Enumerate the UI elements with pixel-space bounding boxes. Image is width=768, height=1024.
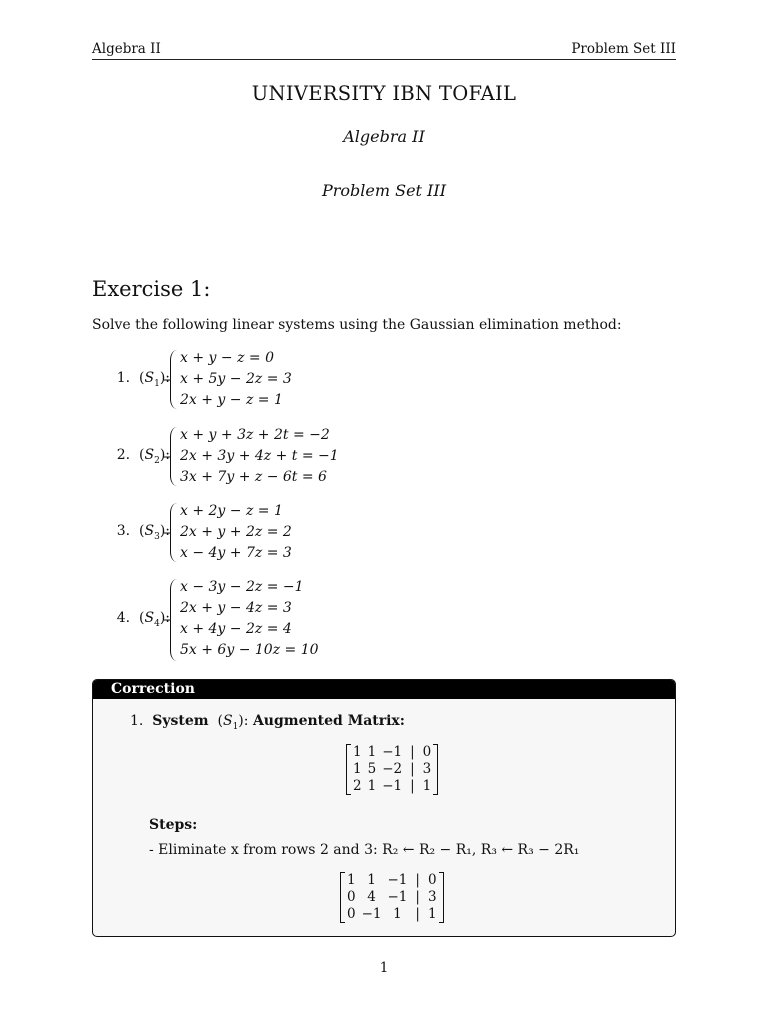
steps-title: Steps: — [149, 817, 198, 833]
equation: 3x + 7y + z − 6t = 6 — [180, 469, 327, 485]
equation: x + 5y − 2z = 3 — [180, 371, 292, 387]
correction-heading: Correction — [93, 680, 675, 699]
equation: x − 4y + 7z = 3 — [180, 545, 292, 561]
system-label: 2. $(S_2)$: — [116, 447, 170, 466]
left-brace — [170, 427, 179, 486]
system-3 — [0, 501, 768, 564]
system-2 — [0, 425, 768, 488]
left-brace — [170, 350, 179, 409]
equation: x + y + 3z + 2t = −2 — [180, 427, 330, 443]
equation: x − 3y − 2z = −1 — [180, 579, 304, 595]
equation: 2x + y + 2z = 2 — [180, 524, 292, 540]
equation: 2x + 3y + 4z + t = −1 — [180, 448, 339, 464]
augmented-matrix-2: 1 1 −1 | 0 0 4 −1 | 3 0 −1 1 | 1 — [340, 872, 444, 923]
left-brace — [170, 503, 179, 562]
system-1 — [0, 348, 768, 411]
equation: x + y − z = 0 — [180, 350, 274, 366]
equation: 2x + y − 4z = 3 — [180, 600, 292, 616]
correction-item: 1. System $(S_1)$: Augmented Matrix: — [130, 713, 405, 732]
system-label: 3. $(S_3)$: — [116, 523, 170, 542]
university-title: UNIVERSITY IBN TOFAIL — [251, 82, 517, 105]
augmented-matrix-1: 1 1 −1 | 0 1 5 −2 | 3 2 1 −1 | 1 — [346, 744, 438, 795]
exercise-title: Exercise 1: — [92, 277, 211, 301]
equation: 5x + 6y − 10z = 10 — [180, 642, 319, 658]
exercise-intro: Solve the following linear systems using the Gaussian elimination method: — [92, 317, 622, 333]
equation: x + 4y − 2z = 4 — [180, 621, 292, 637]
header-right: Problem Set III — [571, 41, 676, 57]
page-number: 1 — [379, 960, 389, 976]
step-1-text: - Eliminate x from rows 2 and 3: R₂ ← R₂ − R₁, R₃ ← R₃ − 2R₁ — [149, 842, 580, 858]
equation: 2x + y − z = 1 — [180, 392, 283, 408]
header-rule — [92, 59, 676, 60]
system-label: 1. $(S_1)$: — [116, 370, 170, 389]
left-brace — [170, 579, 179, 661]
system-4 — [0, 577, 768, 663]
system-label: 4. $(S_4)$: — [116, 610, 170, 629]
course-title: Algebra II — [343, 127, 425, 146]
equation: x + 2y − z = 1 — [180, 503, 283, 519]
header-left: Algebra II — [92, 41, 161, 57]
problem-set-title: Problem Set III — [321, 181, 447, 200]
